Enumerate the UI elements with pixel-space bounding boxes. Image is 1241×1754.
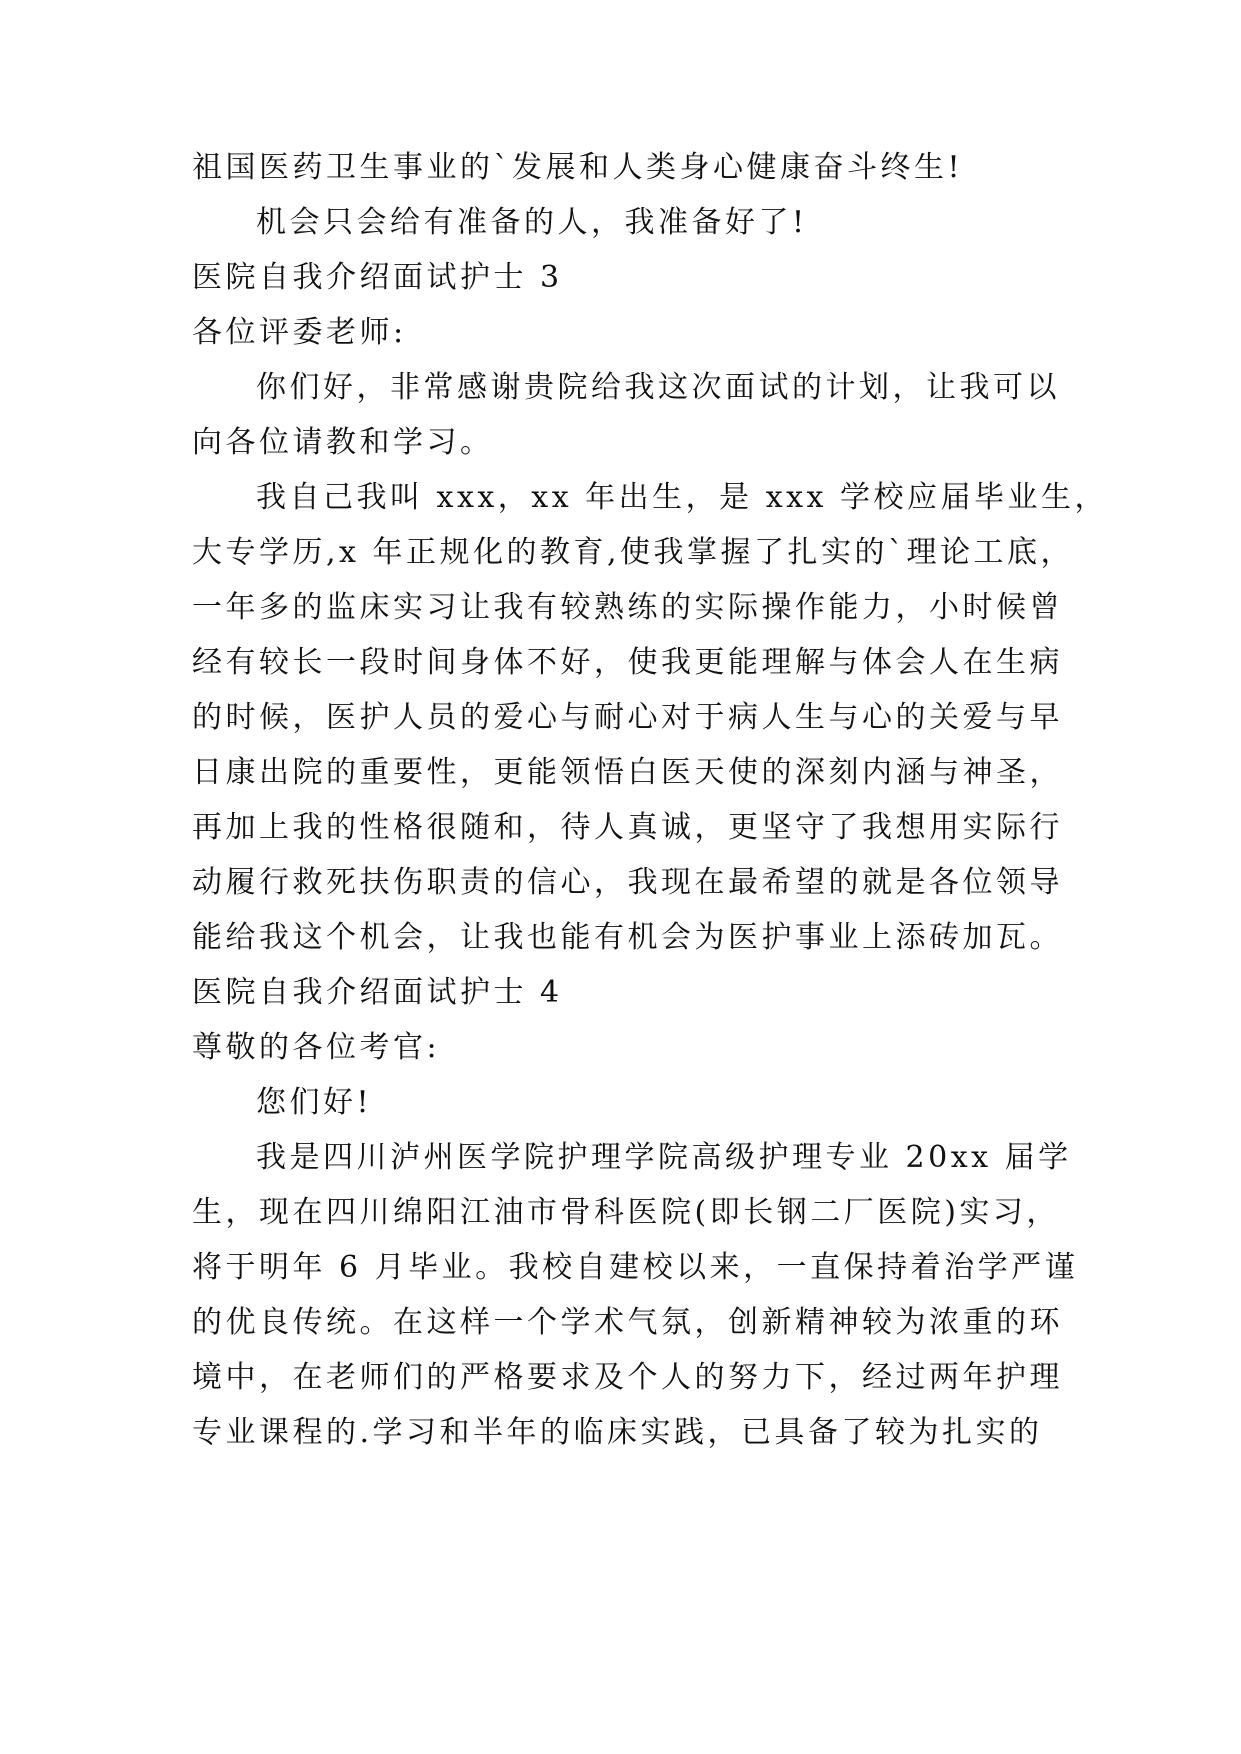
- text-line: 生，现在四川绵阳江油市骨科医院(即长钢二厂医院)实习，: [192, 1195, 1060, 1230]
- text-line: 祖国医药卫生事业的`发展和人类身心健康奋斗终生!: [192, 150, 964, 185]
- text-line: 向各位请教和学习。: [192, 425, 494, 460]
- text-line: 我自己我叫 xxx，xx 年出生，是 xxx 学校应届毕业生，: [256, 480, 1108, 515]
- salutation: 尊敬的各位考官:: [192, 1030, 441, 1065]
- text-line: 的优良传统。在这样一个学术气氛，创新精神较为浓重的环: [192, 1305, 1063, 1340]
- text-line: 机会只会给有准备的人，我准备好了!: [256, 205, 808, 240]
- text-line: 专业课程的.学习和半年的临床实践，已具备了较为扎实的: [192, 1415, 1043, 1450]
- section-heading: 医院自我介绍面试护士 3: [192, 260, 563, 295]
- text-line: 大专学历,x 年正规化的教育,使我掌握了扎实的`理论工底，: [192, 535, 1075, 570]
- section-heading: 医院自我介绍面试护士 4: [192, 975, 563, 1010]
- text-line: 你们好，非常感谢贵院给我这次面试的计划，让我可以: [256, 370, 1060, 405]
- text-line: 一年多的监床实习让我有较熟练的实际操作能力，小时候曾: [192, 590, 1063, 625]
- text-line: 的时候，医护人员的爱心与耐心对于病人生与心的关爱与早: [192, 700, 1063, 735]
- text-line: 境中，在老师们的严格要求及个人的努力下，经过两年护理: [192, 1360, 1063, 1395]
- greeting: 您们好!: [256, 1085, 373, 1120]
- text-line: 经有较长一段时间身体不好，使我更能理解与体会人在生病: [192, 645, 1063, 680]
- text-line: 能给我这个机会，让我也能有机会为医护事业上添砖加瓦。: [192, 920, 1063, 955]
- text-line: 我是四川泸州医学院护理学院高级护理专业 20xx 届学: [256, 1140, 1072, 1175]
- text-line: 动履行救死扶伤职责的信心，我现在最希望的就是各位领导: [192, 865, 1063, 900]
- text-line: 将于明年 6 月毕业。我校自建校以来，一直保持着治学严谨: [192, 1250, 1079, 1285]
- salutation: 各位评委老师:: [192, 315, 407, 350]
- text-line: 日康出院的重要性，更能领悟白医天使的深刻内涵与神圣，: [192, 755, 1063, 790]
- text-line: 再加上我的性格很随和，待人真诚，更坚守了我想用实际行: [192, 810, 1063, 845]
